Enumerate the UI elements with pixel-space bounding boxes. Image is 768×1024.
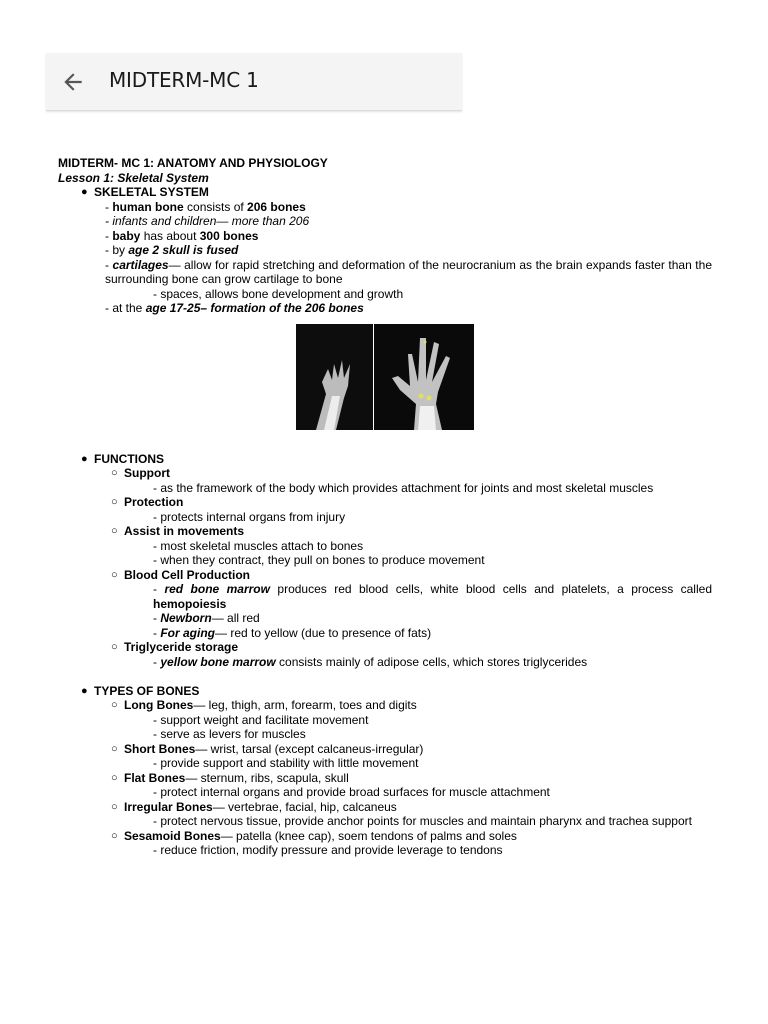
circle-bullet-icon: ○ — [111, 800, 118, 813]
circle-bullet-icon: ○ — [111, 525, 118, 537]
list-item: - cartilages— allow for rapid stretching and deformation of the neurocranium as the brain expands faster than the surrounding bone can grow cartilage to bone — [105, 257, 712, 286]
subsection-irregular-bones: ○ Irregular Bones— vertebrae, facial, hip, calcaneus — [111, 799, 397, 814]
circle-bullet-icon: ○ — [111, 641, 118, 653]
list-item: - protects internal organs from injury — [153, 509, 346, 524]
list-item: - as the framework of the body which provides attachment for joints and most skeletal muscles — [153, 480, 654, 495]
subsection-flat-bones: ○ Flat Bones— sternum, ribs, scapula, skull — [111, 770, 349, 785]
subsection-triglyceride: ○ Triglyceride storage — [111, 640, 239, 654]
subsection-blood: ○ Blood Cell Production — [111, 567, 250, 582]
circle-bullet-icon: ○ — [111, 742, 118, 755]
list-item: - baby has about 300 bones — [105, 228, 259, 243]
subsection-support: ○ Support — [111, 466, 170, 480]
list-item: - serve as levers for muscles — [153, 727, 306, 741]
app-bar — [46, 53, 462, 111]
list-item: - infants and children— more than 206 — [105, 214, 310, 228]
subsection-protection: ○ Protection — [111, 495, 184, 509]
circle-bullet-icon: ○ — [111, 699, 118, 711]
lesson-title: Lesson 1: Skeletal System — [58, 170, 209, 185]
circle-bullet-icon: ○ — [111, 496, 118, 508]
list-item: - provide support and stability with little movement — [153, 756, 419, 770]
circle-bullet-icon: ○ — [111, 829, 118, 842]
list-item: - most skeletal muscles attach to bones — [153, 538, 364, 553]
circle-bullet-icon: ○ — [111, 467, 118, 479]
list-item: - at the age 17-25– formation of the 206 bones — [105, 301, 364, 315]
list-item: - human bone consists of 206 bones — [105, 199, 306, 214]
section-heading-functions: ● FUNCTIONS — [81, 451, 164, 466]
list-item: - support weight and facilitate movement — [153, 712, 369, 727]
section-heading-types: ● TYPES OF BONES — [81, 683, 200, 698]
subsection-sesamoid-bones: ○ Sesamoid Bones— patella (knee cap), soem tendons of palms and soles — [111, 828, 517, 843]
list-item: - For aging— red to yellow (due to presence of fats) — [153, 625, 432, 640]
list-item: - red bone marrow produces red blood cells, white blood cells and platelets, a process called hemopoiesis — [153, 582, 712, 611]
circle-bullet-icon: ○ — [111, 568, 118, 581]
document-body — [58, 156, 712, 858]
document-title: MIDTERM- MC 1: ANATOMY AND PHYSIOLOGY — [58, 156, 328, 170]
list-item: - when they contract, they pull on bones to produce movement — [153, 553, 485, 567]
list-item: - protect internal organs and provide broad surfaces for muscle attachment — [153, 785, 550, 799]
list-item: - yellow bone marrow consists mainly of adipose cells, which stores triglycerides — [153, 654, 588, 669]
list-item: - Newborn— all red — [153, 611, 260, 625]
list-item: - spaces, allows bone development and growth — [153, 286, 404, 301]
subsection-short-bones: ○ Short Bones— wrist, tarsal (except calcaneus-irregular) — [111, 741, 424, 756]
list-item: - protect nervous tissue, provide anchor points for muscles and maintain pharynx and trachea support — [153, 814, 692, 828]
list-item: - reduce friction, modify pressure and provide leverage to tendons — [153, 843, 503, 857]
circle-bullet-icon: ○ — [111, 771, 118, 784]
page-title: MIDTERM-MC 1 — [109, 68, 259, 92]
xray-icon — [296, 324, 474, 430]
section-heading-skeletal: ● SKELETAL SYSTEM — [81, 185, 209, 199]
hand-xray-image — [58, 324, 712, 430]
subsection-assist: ○ Assist in movements — [111, 524, 245, 538]
bullet-icon: ● — [81, 452, 88, 465]
subsection-long-bones: ○ Long Bones— leg, thigh, arm, forearm, toes and digits — [111, 698, 417, 712]
list-item: - by age 2 skull is fused — [105, 243, 239, 257]
arrow-left-icon[interactable] — [60, 69, 86, 95]
bullet-icon: ● — [81, 684, 88, 697]
bullet-icon: ● — [81, 186, 88, 198]
